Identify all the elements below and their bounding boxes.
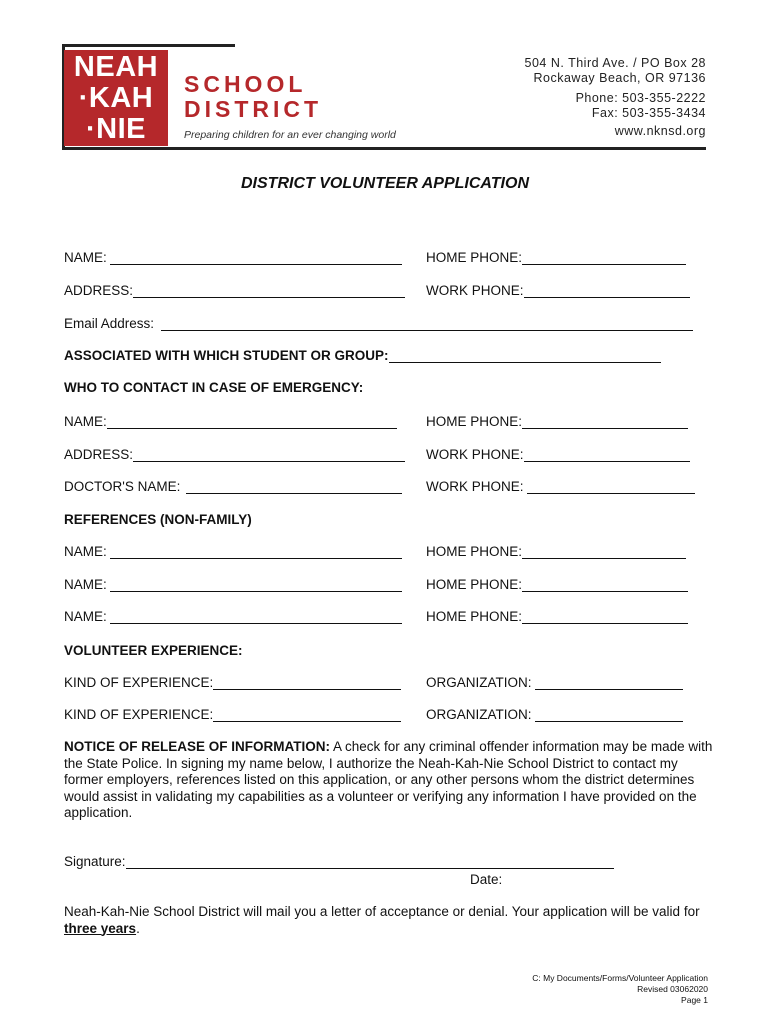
wordmark-district: DISTRICT [184,96,323,122]
field-label: NAME: [64,609,107,624]
field-label: WORK PHONE: [426,479,524,494]
school-district-wordmark [184,72,322,122]
phone-line: Phone: 503-355-2222 [575,91,706,105]
mail-end: . [136,920,140,936]
field-label: NAME: [64,250,107,265]
form-title: DISTRICT VOLUNTEER APPLICATION [241,175,529,192]
letterhead [62,44,706,152]
reference-name-field-3[interactable] [64,609,402,624]
applicant-home-phone-field[interactable] [426,250,686,265]
doctor-work-phone-field[interactable] [426,479,695,494]
logo-line: ·NIE [86,113,146,145]
emergency-heading: WHO TO CONTACT IN CASE OF EMERGENCY: [64,380,364,395]
field-label: NAME: [64,414,107,429]
wordmark-school: SCHOOL [184,71,307,97]
footer-path: C: My Documents/Forms/Volunteer Application [532,973,708,983]
notice-text: A check for any criminal offender information may be made with the State Police. In signing my name below, I authorize the Neah-Kah-Nie School District to contact my former employers, references listed on this application, or any other persons whom the district determines would assist in validating my capabilities as a volunteer or verifying any information I have provided on the application. [64,739,713,820]
emergency-name-field[interactable] [64,414,397,429]
email-field[interactable] [64,316,693,331]
field-label: ASSOCIATED WITH WHICH STUDENT OR GROUP: [64,348,389,363]
field-label: ORGANIZATION: [426,675,532,690]
address-line: Rockaway Beach, OR 97136 [533,70,706,85]
field-label: HOME PHONE: [426,544,523,559]
field-label: KIND OF EXPERIENCE: [64,707,214,722]
tagline: Preparing children for an ever changing world [184,129,396,141]
release-notice [64,739,714,822]
reference-name-field-2[interactable] [64,577,402,592]
applicant-address-field[interactable] [64,283,405,298]
emergency-work-phone-field[interactable] [426,447,690,462]
applicant-work-phone-field[interactable] [426,283,690,298]
field-label: NAME: [64,577,107,592]
district-logo [64,50,168,146]
experience-organization-field-1[interactable] [426,675,683,690]
references-heading: REFERENCES (NON-FAMILY) [64,512,252,527]
website-line: www.nknsd.org [614,124,706,138]
reference-name-field-1[interactable] [64,544,402,559]
field-label: Email Address: [64,316,155,331]
field-label: WORK PHONE: [426,447,524,462]
field-label: HOME PHONE: [426,577,523,592]
field-label: ADDRESS: [64,283,134,298]
valid-duration: three years [64,920,137,936]
contact-block [525,56,707,139]
experience-heading: VOLUNTEER EXPERIENCE: [64,643,243,658]
emergency-address-field[interactable] [64,447,405,462]
field-label: Signature: [64,854,126,869]
field-label: WORK PHONE: [426,283,524,298]
fax-line: Fax: 503-355-3434 [591,105,706,120]
associated-student-field[interactable] [64,348,661,363]
reference-home-phone-field-2[interactable] [426,577,688,592]
experience-kind-field-2[interactable] [64,707,401,722]
logo-line: ·KAH [78,82,154,114]
signature-field[interactable] [64,854,614,869]
mail-text: Neah-Kah-Nie School District will mail you a letter of acceptance or denial. Your application will be valid for [64,904,700,919]
doctor-name-field[interactable] [64,479,402,494]
reference-home-phone-field-3[interactable] [426,609,688,624]
field-label: KIND OF EXPERIENCE: [64,675,214,690]
emergency-home-phone-field[interactable] [426,414,688,429]
field-label: NAME: [64,544,107,559]
footer-revised: Revised 03062020 [637,984,708,994]
document-footer [532,973,708,1006]
field-label: ADDRESS: [64,447,134,462]
field-label: HOME PHONE: [426,414,523,429]
field-label: DOCTOR'S NAME: [64,479,181,494]
logo-line: NEAH [73,51,159,83]
experience-organization-field-2[interactable] [426,707,683,722]
experience-kind-field-1[interactable] [64,675,401,690]
applicant-name-field[interactable] [64,250,402,265]
field-label: HOME PHONE: [426,609,523,624]
reference-home-phone-field-1[interactable] [426,544,686,559]
footer-page: Page 1 [681,995,708,1005]
address-line: 504 N. Third Ave. / PO Box 28 [524,56,706,70]
mail-notice [64,904,714,937]
field-label: ORGANIZATION: [426,707,532,722]
date-label: Date: [470,872,503,887]
field-label: HOME PHONE: [426,250,523,265]
notice-heading: NOTICE OF RELEASE OF INFORMATION: [64,739,330,754]
